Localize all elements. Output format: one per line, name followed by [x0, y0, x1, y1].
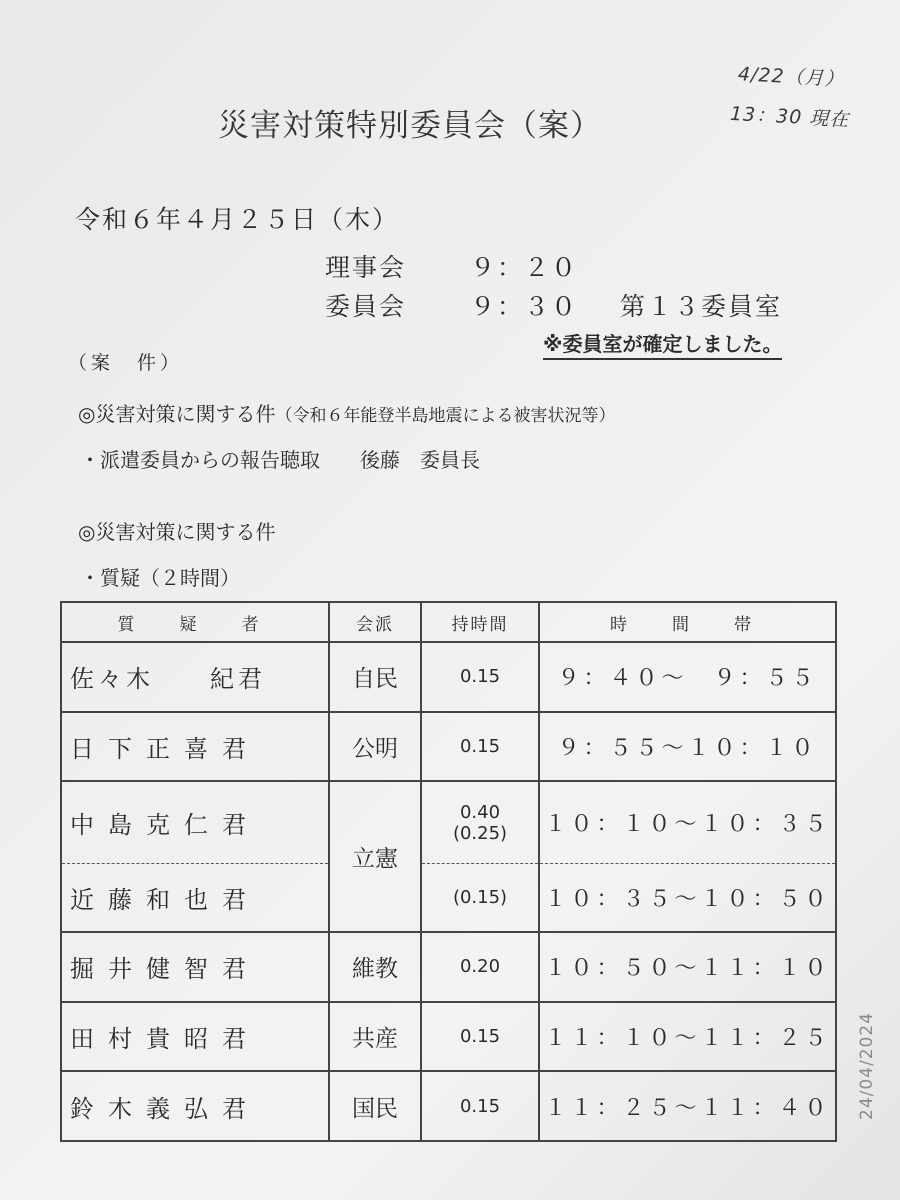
questioner-name: 鈴木義弘君 [61, 1071, 329, 1141]
document-title: 災害対策特別委員会（案） [218, 108, 602, 144]
table-row [61, 712, 836, 782]
time-slot: ９：５５～１０：１０ [539, 712, 836, 782]
header-party: 会派 [329, 602, 421, 642]
table-row [61, 863, 836, 932]
time-slot: １０：３５～１０：５０ [539, 863, 836, 932]
agenda-item-1 [78, 398, 615, 427]
hold-time: (0.15) [421, 863, 539, 932]
table-row [61, 642, 836, 712]
table-row [61, 1002, 836, 1072]
committee-meeting-time: ９：３０ [470, 292, 579, 321]
room-confirmed-note: ※委員室が確定しました。 [543, 328, 782, 360]
agenda-label: （案 件） [68, 352, 184, 374]
header-hold-time: 持時間 [421, 602, 539, 642]
time-slot: １１：２５～１１：４０ [539, 1071, 836, 1141]
agenda-item-2: ◎災害対策に関する件 [78, 520, 276, 544]
hold-time [421, 781, 539, 863]
board-meeting-label: 理事会 [325, 253, 407, 282]
table-row [61, 781, 836, 863]
questioner-name: 佐々木 紀君 [61, 642, 329, 712]
party-name: 自民 [329, 642, 421, 712]
hold-time: 0.15 [421, 712, 539, 782]
header-questioner: 質 疑 者 [61, 602, 329, 642]
questioner-name: 田村貴昭君 [61, 1002, 329, 1072]
handwritten-time-note: 13：30 現在 [729, 102, 850, 132]
party-name: 公明 [329, 712, 421, 782]
agenda-item-1-sub: ・派遣委員からの報告聴取 後藤 委員長 [80, 448, 480, 472]
party-name: 維教 [329, 932, 421, 1002]
questioner-name: 中島克仁君 [61, 781, 329, 863]
hold-time-share: (0.25) [452, 822, 508, 844]
agenda-item-1-note: （令和６年能登半島地震による被害状況等） [275, 406, 616, 426]
hold-time: 0.15 [421, 1071, 539, 1141]
agenda-item-2-sub: ・質疑（２時間） [80, 566, 240, 590]
time-slot: １０：５０～１１：１０ [539, 932, 836, 1002]
table-row [61, 932, 836, 1002]
header-time-slot: 時 間 帯 [539, 602, 836, 642]
time-slot: １１：１０～１１：２５ [539, 1002, 836, 1072]
hold-time: 0.15 [421, 1002, 539, 1072]
questioner-name: 掘井健智君 [61, 932, 329, 1002]
hold-time: 0.15 [421, 642, 539, 712]
meeting-date: 令和６年４月２５日（木） [75, 205, 400, 234]
photo-date-stamp: 24/04/2024 [857, 1012, 877, 1120]
questioner-name: 日下正喜君 [61, 712, 329, 782]
agenda-item-1-title: ◎災害対策に関する件 [78, 402, 276, 426]
hold-time-total: 0.40 [459, 801, 501, 823]
questioner-table [60, 601, 837, 1142]
time-slot: ９：４０～ ９：５５ [539, 642, 836, 712]
handwritten-date-note: 4/22（月） [737, 63, 846, 91]
table-row [61, 1071, 836, 1141]
table-header-row [61, 602, 836, 642]
time-slot: １０：１０～１０：３５ [539, 781, 836, 863]
committee-meeting-label: 委員会 [325, 292, 407, 321]
party-name: 共産 [329, 1002, 421, 1072]
hold-time: 0.20 [421, 932, 539, 1002]
board-meeting-time: ９：２０ [470, 253, 579, 282]
party-name: 立憲 [329, 781, 421, 932]
party-name: 国民 [329, 1071, 421, 1141]
questioner-name: 近藤和也君 [61, 863, 329, 932]
committee-room: 第１３委員室 [620, 292, 783, 321]
